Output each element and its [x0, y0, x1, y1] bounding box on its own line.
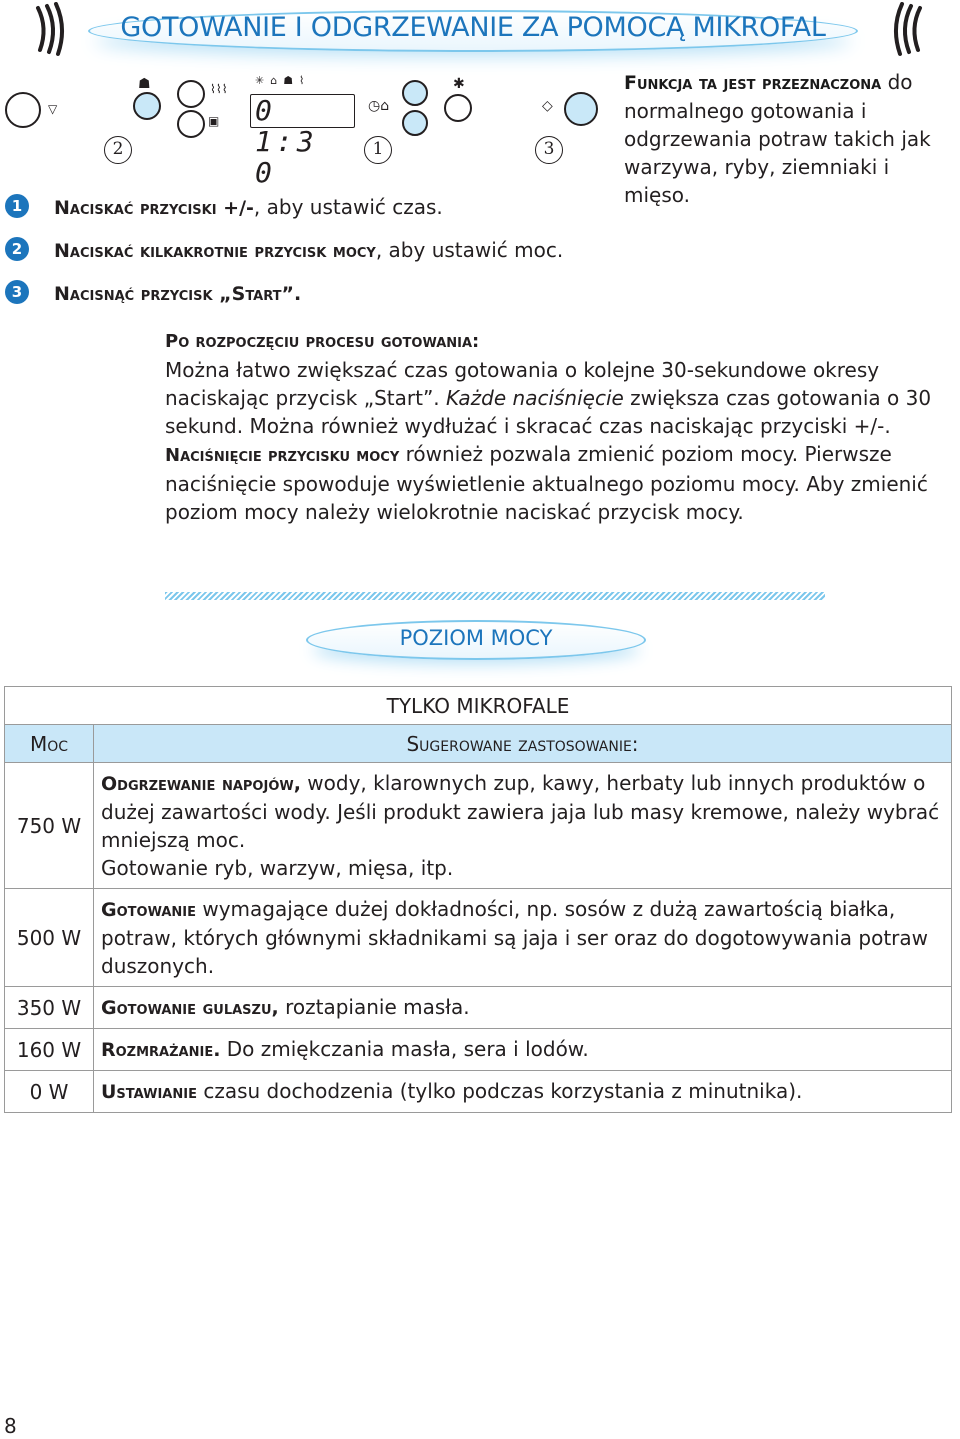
step-item	[0, 193, 700, 236]
usage-text: wody, klarownych zup, kawy, herbaty lub innych produktów o dużej zawartości wody. Jeśli produkt zawiera jaja lub masy kremowe, należy wybrać mniejszą moc.	[101, 771, 940, 852]
defrost-button[interactable]	[444, 94, 472, 122]
stop-button[interactable]	[5, 92, 41, 128]
page-title: GOTOWANIE I ODGRZEWANIE ZA POMOCĄ MIKROFAL	[120, 12, 826, 43]
minus-button[interactable]	[402, 110, 428, 136]
power-button[interactable]	[133, 92, 161, 120]
auto-icon: ▣	[208, 114, 220, 128]
step-lead: Naciskać przyciski +/-	[54, 197, 254, 219]
usage-lead: Rozmrażanie.	[101, 1039, 221, 1061]
table-row	[5, 987, 952, 1029]
microwave-waves-left-icon	[34, 2, 68, 62]
table-title-row	[5, 687, 952, 725]
step-number-badge: 1	[5, 194, 29, 218]
intro-paragraph	[624, 68, 960, 209]
usage-text: czasu dochodzenia (tylko podczas korzystania z minutnika).	[196, 1079, 803, 1103]
step-lead: Naciskać kilkakrotnie przycisk mocy	[54, 240, 376, 262]
step-item	[0, 279, 700, 322]
usage-cell	[94, 763, 952, 889]
after-start-paragraph-1	[165, 356, 945, 440]
start-icon: ◇	[542, 98, 553, 114]
microwave-waves-right-icon	[890, 2, 924, 62]
power-value: 160 W	[5, 1029, 94, 1071]
microwave-icon: ☗	[138, 76, 151, 92]
start-button[interactable]	[564, 92, 598, 126]
power-value: 350 W	[5, 987, 94, 1029]
emphasis-text: Każde naciśnięcie	[446, 386, 624, 410]
power-value: 0 W	[5, 1071, 94, 1113]
text-span: Można łatwo zwiększać czas gotowania o kolejne 30-sekundowe okresy naciskając przycisk „Start”.	[165, 358, 880, 410]
after-start-heading: Po rozpoczęciu procesu gotowania:	[165, 331, 480, 352]
time-display: 0 1:3 0	[250, 94, 355, 128]
column-header-power: Moc	[5, 725, 94, 763]
usage-lead: Odgrzewanie napojów,	[101, 773, 301, 795]
table-header-row	[5, 725, 952, 763]
power-level-title: POZIOM MOCY	[399, 626, 553, 650]
after-start-section	[165, 328, 945, 526]
stop-icon: ▽	[48, 102, 58, 116]
marker-3: 3	[535, 136, 563, 164]
table-row	[5, 889, 952, 987]
power-value: 500 W	[5, 889, 94, 987]
control-panel-illustration	[0, 70, 610, 189]
usage-lead: Ustawianie	[101, 1081, 197, 1103]
usage-lead: Gotowanie gulaszu,	[101, 997, 279, 1019]
step-item	[0, 236, 700, 279]
usage-cell	[94, 889, 952, 987]
usage-lead: Gotowanie	[101, 899, 196, 921]
step-rest: , aby ustawić czas.	[253, 195, 443, 219]
step-number-badge: 3	[5, 280, 29, 304]
text-span: również pozwala zmienić poziom mocy. Pierwsze naciśnięcie spowoduje wyświetlenie aktualnego poziomu mocy. Aby zmienić poziom mocy należy wielokrotnie naciskać przycisk mocy.	[165, 442, 928, 524]
power-value: 750 W	[5, 763, 94, 889]
text-span: zwiększa czas gotowania o 30 sekund. Można również wydłużać i skracać czas naciskając przyciski +/-.	[165, 386, 932, 438]
display-indicator-icons: ✳⌂☗⌇	[255, 74, 311, 87]
marker-2: 2	[104, 136, 132, 164]
page-number: 8	[4, 1414, 17, 1438]
steps-list	[0, 193, 700, 322]
usage-cell	[94, 987, 952, 1029]
grill-button[interactable]	[177, 80, 205, 108]
table-title: TYLKO MIKROFALE	[5, 687, 952, 725]
usage-extra: Gotowanie ryb, warzyw, mięsa, itp.	[101, 856, 454, 880]
table-row	[5, 763, 952, 889]
intro-lead: Funkcja ta jest przeznaczona	[624, 72, 882, 94]
grill-icon: ⌇⌇⌇	[210, 82, 228, 96]
usage-text: wymagające dużej dokładności, np. sosów z dużą zawartością białka, potraw, których głównymi składnikami są jaja i ser oraz do dogotowywania potraw duszonych.	[101, 897, 929, 978]
table-row	[5, 1071, 952, 1113]
usage-cell	[94, 1029, 952, 1071]
auto-button[interactable]	[177, 110, 205, 138]
defrost-icon: ✱	[453, 76, 465, 92]
divider	[165, 592, 825, 600]
usage-text: roztapianie masła.	[278, 995, 470, 1019]
usage-text: Do zmiękczania masła, sera i lodów.	[220, 1037, 589, 1061]
power-level-table	[4, 686, 952, 1113]
clock-lock-icon: ◷⌂	[368, 98, 390, 114]
step-rest: , aby ustawić moc.	[375, 238, 564, 262]
marker-1: 1	[364, 136, 392, 164]
usage-cell	[94, 1071, 952, 1113]
table-row	[5, 1029, 952, 1071]
paragraph-lead: Naciśnięcie przycisku mocy	[165, 445, 400, 466]
step-lead: Nacisnąć przycisk „Start”.	[54, 283, 302, 305]
plus-button[interactable]	[402, 80, 428, 106]
intro-text: do normalnego gotowania i odgrzewania potraw takich jak warzywa, ryby, ziemniaki i mięso.	[624, 70, 931, 207]
step-number-badge: 2	[5, 237, 29, 261]
after-start-paragraph-2	[165, 440, 945, 526]
column-header-usage: Sugerowane zastosowanie:	[94, 725, 952, 763]
